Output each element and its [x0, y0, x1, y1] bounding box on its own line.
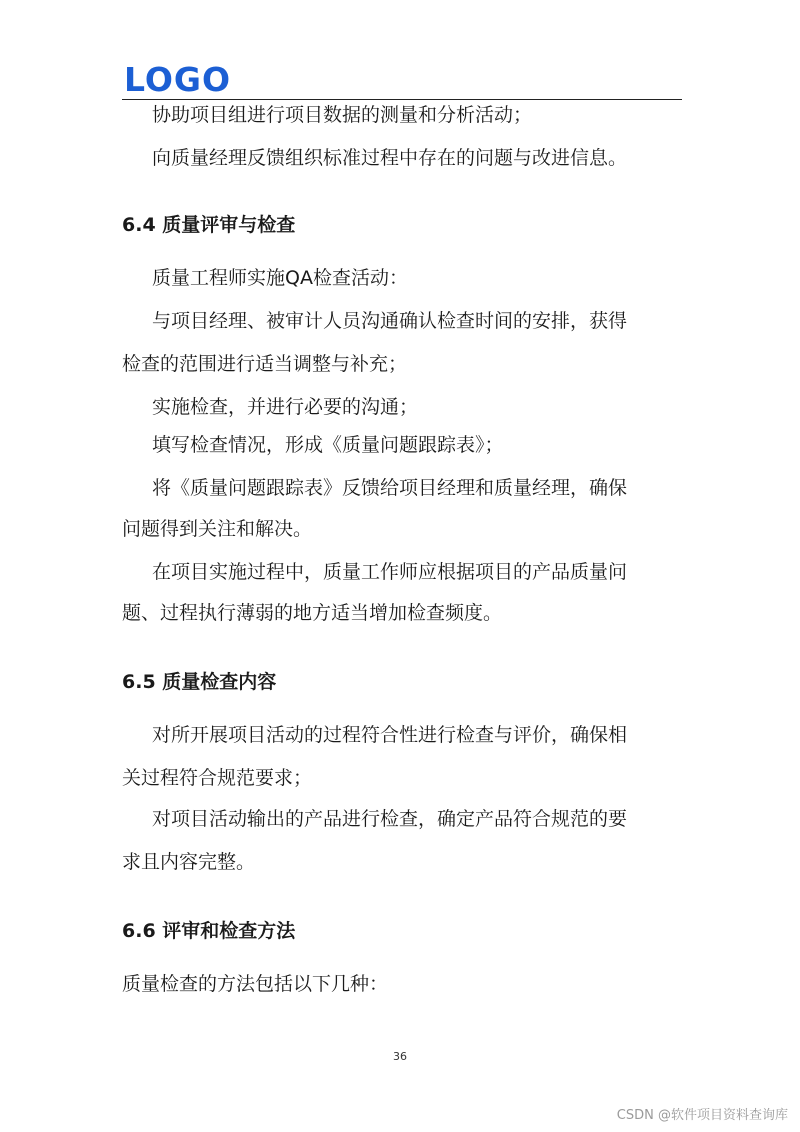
paragraph-line: 检查的范围进行适当调整与补充； [122, 353, 408, 375]
paragraph-line: 实施检查，并进行必要的沟通； [152, 396, 419, 418]
paragraph-line: 协助项目组进行项目数据的测量和分析活动； [152, 104, 533, 126]
header-divider [122, 99, 682, 100]
paragraph-line: 在项目实施过程中，质量工作师应根据项目的产品质量问 [152, 561, 628, 583]
paragraph-line: 题、过程执行薄弱的地方适当增加检查频度。 [122, 602, 503, 624]
paragraph-line: 关过程符合规范要求； [122, 767, 313, 789]
paragraph-line: 求且内容完整。 [122, 851, 256, 873]
paragraph-line: 将《质量问题跟踪表》反馈给项目经理和质量经理，确保 [152, 477, 628, 499]
logo: LOGO [124, 60, 232, 99]
page-number: 36 [393, 1050, 407, 1063]
section-heading: 6.4 质量评审与检查 [122, 214, 296, 236]
paragraph-line: 填写检查情况，形成《质量问题跟踪表》； [152, 434, 504, 456]
paragraph-line: 问题得到关注和解决。 [122, 518, 313, 540]
paragraph-line: 向质量经理反馈组织标准过程中存在的问题与改进信息。 [152, 147, 628, 169]
section-heading: 6.6 评审和检查方法 [122, 920, 296, 942]
paragraph-line: 与项目经理、被审计人员沟通确认检查时间的安排，获得 [152, 310, 628, 332]
paragraph-line: 质量工程师实施QA检查活动： [152, 267, 408, 289]
section-heading: 6.5 质量检查内容 [122, 671, 277, 693]
paragraph-line: 对所开展项目活动的过程符合性进行检查与评价，确保相 [152, 724, 628, 746]
paragraph-line: 质量检查的方法包括以下几种： [122, 973, 389, 995]
paragraph-line: 对项目活动输出的产品进行检查，确定产品符合规范的要 [152, 808, 628, 830]
source-watermark: CSDN @软件项目资料查询库 [616, 1108, 788, 1123]
